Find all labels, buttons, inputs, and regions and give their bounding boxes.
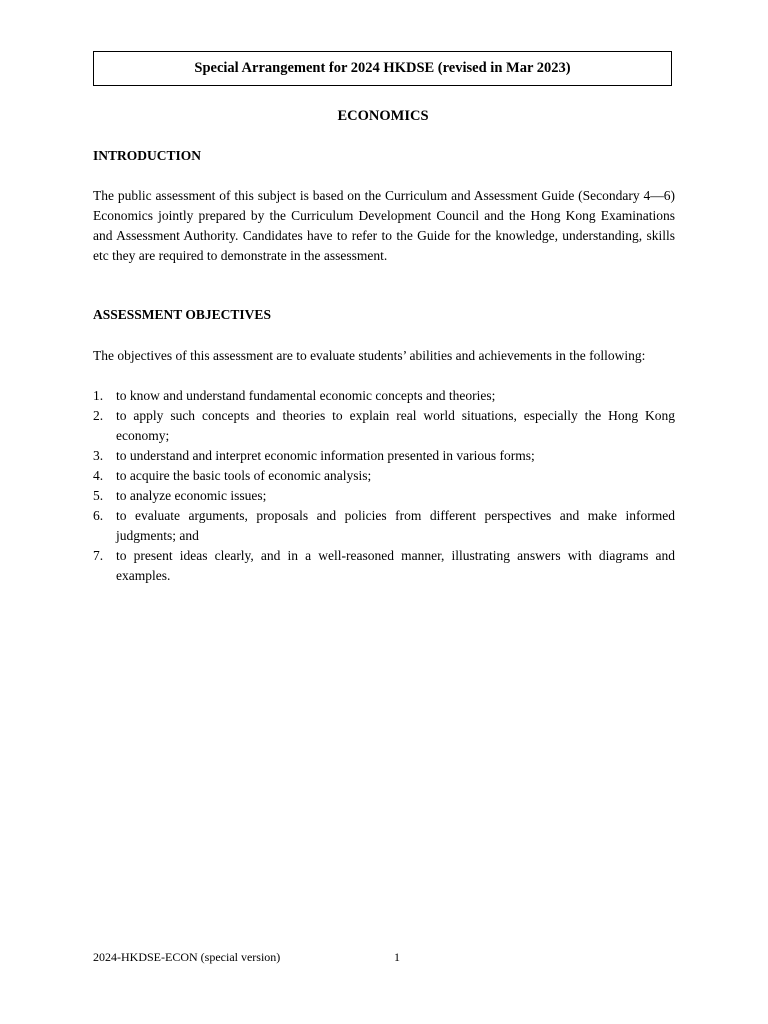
list-item-number: 3. [93,448,104,463]
list-item-text: to evaluate arguments, proposals and policies from different perspectives and make informed judgments; and [116,508,675,543]
list-item-text: to analyze economic issues; [116,488,267,503]
list-item [93,466,675,486]
objectives-list [93,386,675,586]
footer-page-number: 1 [394,950,400,964]
list-item [93,406,675,446]
special-arrangement-banner [93,51,672,86]
list-item-text: to acquire the basic tools of economic analysis; [116,468,372,483]
list-item-text: to understand and interpret economic information presented in various forms; [116,448,535,463]
footer-document-code: 2024-HKDSE-ECON (special version) [93,950,281,964]
list-item-number: 1. [93,388,104,403]
list-item-text: to present ideas clearly, and in a well-reasoned manner, illustrating answers with diagrams and examples. [116,548,675,583]
introduction-paragraph: The public assessment of this subject is based on the Curriculum and Assessment Guide (Secondary 4—6) Economics jointly prepared by the Curriculum Development Council and the Hong Kong Examinations and Assessment Authority. Candidates have to refer to the Guide for the knowledge, understanding, skills etc they are required to demonstrate in the assessment. [93,188,675,263]
list-item [93,546,675,586]
list-item [93,386,675,406]
list-item-number: 7. [93,548,104,563]
list-item [93,506,675,546]
assessment-objectives-heading: ASSESSMENT OBJECTIVES [93,307,271,322]
list-item-text: to apply such concepts and theories to explain real world situations, especially the Hong Kong economy; [116,408,675,443]
list-item-text: to know and understand fundamental economic concepts and theories; [116,388,496,403]
list-item [93,446,675,466]
subject-title: ECONOMICS [337,108,429,124]
list-item-number: 6. [93,508,104,523]
introduction-heading: INTRODUCTION [93,148,202,163]
list-item-number: 4. [93,468,104,483]
objectives-intro: The objectives of this assessment are to evaluate students’ abilities and achievements in the following: [93,348,646,363]
list-item-number: 5. [93,488,104,503]
list-item [93,486,675,506]
list-item-number: 2. [93,408,104,423]
banner-title: Special Arrangement for 2024 HKDSE (revised in Mar 2023) [194,60,571,76]
